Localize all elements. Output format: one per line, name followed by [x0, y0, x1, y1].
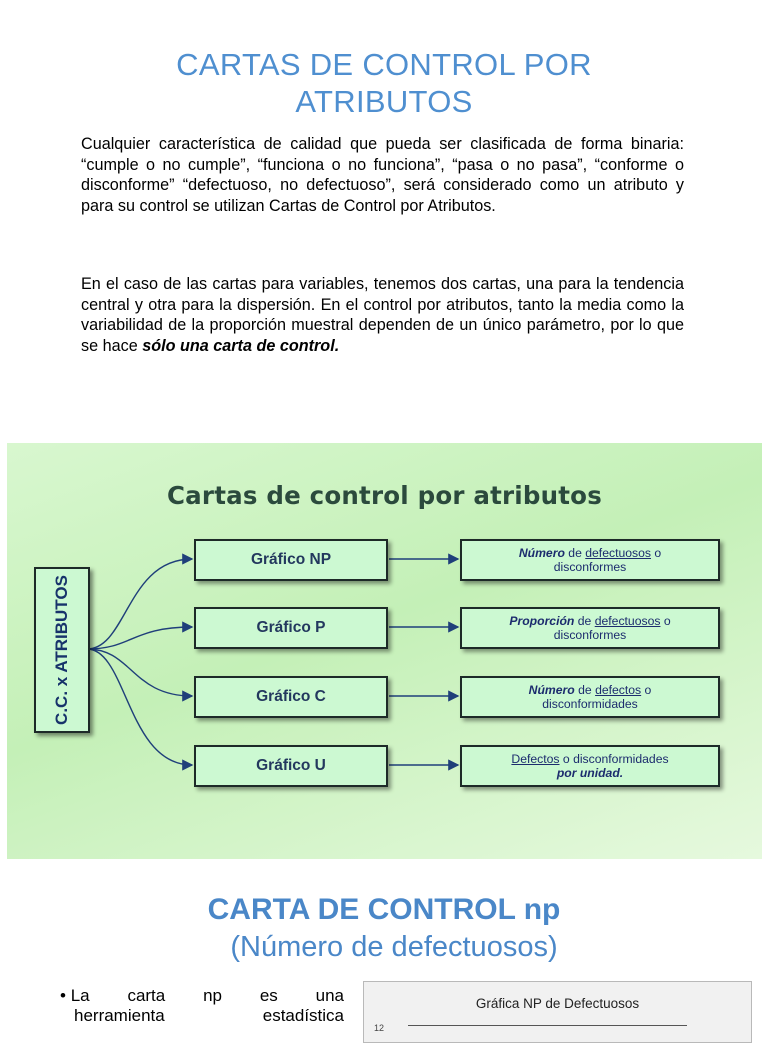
chart-box-np: Gráfico NP — [194, 539, 388, 581]
page-title — [0, 46, 768, 120]
np-chart-title: Gráfica NP de Defectuosos — [475, 996, 640, 1011]
desc-connector: o disconformidades — [559, 752, 669, 766]
bullet-word: np — [203, 986, 222, 1005]
desc-keyword: Defectos — [511, 752, 560, 766]
desc-keyword: defectos — [595, 683, 642, 697]
desc-line1 — [529, 683, 652, 697]
np-chart-axis-label: 12 — [374, 1023, 385, 1033]
bullet-item — [60, 986, 344, 1026]
desc-term: Número — [518, 546, 565, 560]
root-label: C.C. x ATRIBUTOS — [52, 575, 71, 725]
desc-box-np — [460, 539, 720, 581]
bullet-word: La — [70, 986, 90, 1005]
diagram-connectors — [7, 443, 762, 859]
desc-box-p — [460, 607, 720, 649]
bullet-line-1 — [60, 986, 344, 1006]
variables-paragraph-text: En el caso de las cartas para variables, tenemos dos cartas, una para la tendencia central y otra para la dispersión. En el control por atributos, tanto la media como la variabilidad de la proporción muestral dependen de un único parámetro, por lo que se hace — [81, 275, 684, 355]
desc-keyword: defectuosos — [585, 546, 651, 560]
np-chart-thumbnail — [363, 981, 752, 1043]
desc-line2: disconformidades — [542, 697, 638, 711]
chart-box-p: Gráfico P — [194, 607, 388, 649]
root-box — [34, 567, 90, 733]
branch-p — [87, 627, 192, 649]
desc-or: o — [650, 546, 662, 560]
desc-line2 — [557, 766, 623, 780]
desc-term: por unidad. — [556, 766, 624, 780]
variables-paragraph — [81, 274, 684, 356]
section-heading: CARTA DE CONTROL np — [207, 893, 561, 926]
bullet-line-2 — [60, 1006, 344, 1026]
desc-line1 — [509, 614, 670, 628]
bullet-word: herramienta — [74, 1006, 165, 1025]
desc-connector: de — [574, 614, 595, 628]
chart-box-c: Gráfico C — [194, 676, 388, 718]
desc-term: Proporción — [509, 614, 575, 628]
branch-u — [87, 649, 192, 765]
desc-keyword: defectuosos — [594, 614, 661, 628]
desc-box-c — [460, 676, 720, 718]
bullet-word: una — [315, 986, 344, 1005]
desc-or: o — [660, 614, 671, 628]
section-subheading: (Número de defectuosos) — [230, 931, 558, 963]
diagram-title: Cartas de control por atributos — [167, 481, 602, 510]
desc-line2: disconformes — [553, 628, 627, 642]
desc-line1 — [511, 752, 668, 766]
desc-line1 — [519, 546, 661, 560]
desc-or: o — [641, 683, 652, 697]
variables-paragraph-emphasis: sólo una carta de control. — [142, 336, 340, 355]
title-line-1: CARTAS DE CONTROL POR — [176, 47, 592, 82]
bullet-word: es — [259, 986, 278, 1005]
intro-paragraph: Cualquier característica de calidad que pueda ser clasificada de forma binaria: “cumple o no cumple”, “funciona o no funciona”, “pasa o no pasa”, “conforme o disconforme” “defectuoso, no defectuoso”, será considerado como un atributo y para su control se utilizan Cartas de Control por Atributos. — [81, 135, 684, 215]
title-line-2: ATRIBUTOS — [295, 84, 473, 119]
np-chart-limit-line — [408, 1025, 687, 1026]
desc-box-u — [460, 745, 720, 787]
attributes-diagram — [7, 443, 762, 859]
desc-line2: disconformes — [553, 560, 627, 574]
desc-term: Número — [528, 683, 575, 697]
bullet-word: estadística — [262, 1006, 344, 1025]
bullet-marker: • La — [60, 986, 90, 1005]
chart-box-u: Gráfico U — [194, 745, 388, 787]
desc-connector: de — [574, 683, 596, 697]
desc-connector: de — [564, 546, 586, 560]
bullet-word: carta — [127, 986, 166, 1005]
